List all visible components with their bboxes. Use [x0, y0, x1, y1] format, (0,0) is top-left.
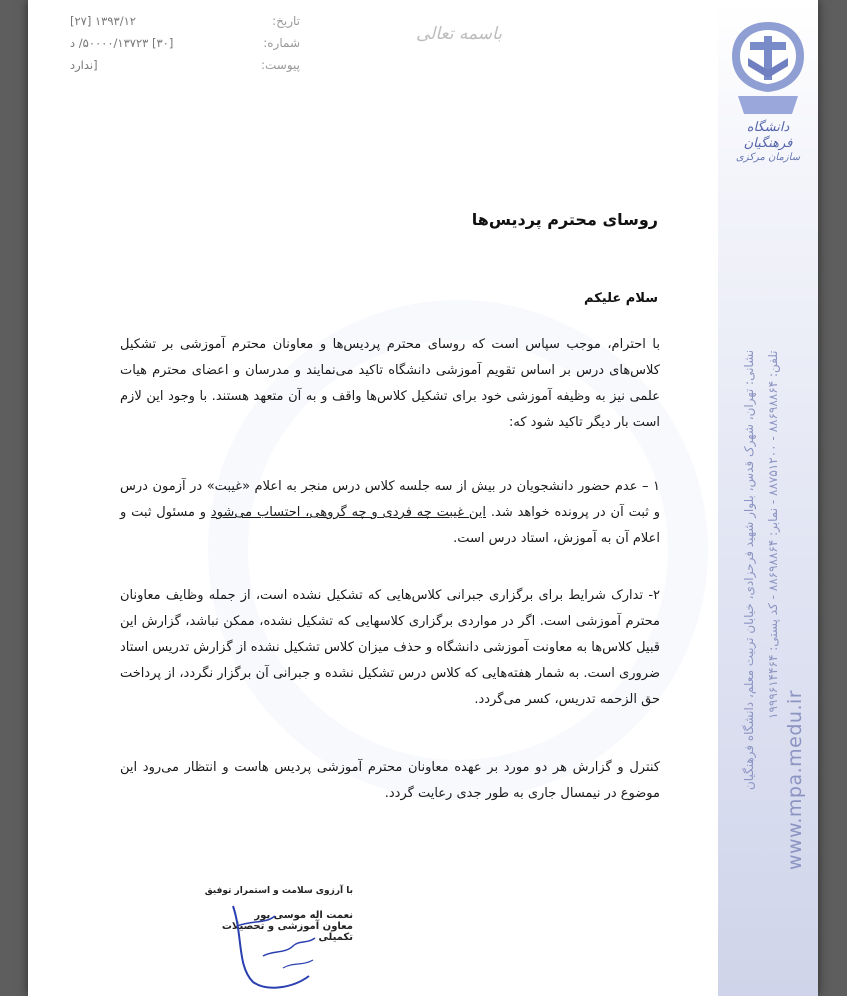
item-1-underlined-text: این غیبت چه فردی و چه گروهی، احتساب می‌شود — [210, 505, 487, 520]
attachment-value: [ندارد — [70, 58, 98, 72]
date-label: تاریخ: — [272, 14, 300, 28]
date-row — [70, 14, 300, 36]
paragraph-item-2: ۲- تدارک شرایط برای برگزاری جبرانی کلاس‌هایی که تشکیل نشده است، از جمله وظایف معاونان محترم آموزشی است. اگر در مواردی برگزاری کلاسهایی که تشکیل نشده، ممکن نباشد، گزارش این قبیل کلاس‌ها به معاونت آموزشی دانشگاه و حذف میزان کلاس تشکیل نشده از گزارش تدریس استاد ضروری است. به شمار هفته‌هایی که کلاس درس تشکیل نشده و جبرانی آن برگزار نگردد، از پرداخت حق الزحمه تدریس، کسر می‌گردد. — [120, 588, 660, 707]
handwritten-signature-icon — [223, 896, 333, 996]
item-1-text-start: ۱ – عدم حضور دانشجویان در بیش از سه جلسه کلاس درس منجر به اعلام «غیبت» در آزمون درس و ثبت آن در پرونده خواهد شد. — [120, 479, 661, 520]
signature-block — [193, 886, 353, 943]
signature-wish: با آرزوی سلامت و استمرار توفیق — [204, 886, 353, 896]
paragraph-closing: کنترل و گزارش هر دو مورد بر عهده معاونان محترم آموزشی پردیس هاست و انتظار می‌رود این موضوع در نیمسال جاری به طور جدی رعایت گردد. — [120, 760, 660, 801]
sidebar-address: نشانی: تهران، شهرک قدس، بلوار شهید فرحزادی، خیابان تربیت معلم، دانشگاه فرهنگیان — [742, 350, 756, 791]
letterhead-sidebar — [718, 0, 818, 996]
signer-name: نعمت اله موسی پور — [254, 910, 353, 921]
sidebar-contact: تلفن: ۸۸۶۹۸۸۶۴ - ۸۸۷۵۱۲۰۰ - نمابر: ۸۸۶۹۸۸۶۴ - کد پستی: ۱۹۹۹۶۱۴۴۶۴ — [766, 350, 780, 719]
item-1-text-end: و مسئول ثبت و اعلام آن به آموزش، استاد درس است. — [120, 505, 660, 546]
attachment-label: پیوست: — [260, 58, 300, 72]
letter-metadata — [70, 14, 300, 80]
paragraph-intro: با احترام، موجب سپاس است که روسای محترم پردیس‌ها و معاونان محترم آموزشی بر تشکیل کلاس‌های درس بر اساس تقویم آموزشی دانشگاه تاکید می‌نمایند و مدرسان و اعضای محترم هیات علمی نیز به وظیفه آموزشی خود برای تشکیل کلاس‌ها واقف و به آن متعهد هستند. با وجود این لازم است بار دیگر تاکید شود که: — [120, 337, 660, 430]
university-emblem-icon — [728, 18, 808, 118]
university-logo — [728, 18, 808, 163]
date-value: [۲۷] ۱۳۹۳/۱۲ — [70, 14, 136, 28]
recipient-heading: روسای محترم پردیس‌ها — [471, 210, 658, 229]
attachment-row — [70, 58, 300, 80]
greeting: سلام علیکم — [584, 291, 658, 306]
sidebar-website: www.mpa.medu.ir — [784, 689, 806, 870]
basmala-heading: باسمه تعالی — [416, 24, 502, 44]
number-value: [۳۰] ۵۰۰۰۰/۱۳۷۲۳/ د — [70, 36, 174, 50]
sidebar-contact-block — [728, 350, 808, 870]
number-label: شماره: — [263, 36, 300, 50]
letter-page — [28, 0, 818, 996]
number-row — [70, 36, 300, 58]
org-name: دانشگاه فرهنگیان — [743, 120, 793, 151]
signer-title: معاون آموزشی و تحصیلات تکمیلی — [221, 921, 353, 943]
paragraph-item-1 — [120, 474, 660, 552]
org-subtitle: سازمان مرکزی — [735, 152, 801, 163]
